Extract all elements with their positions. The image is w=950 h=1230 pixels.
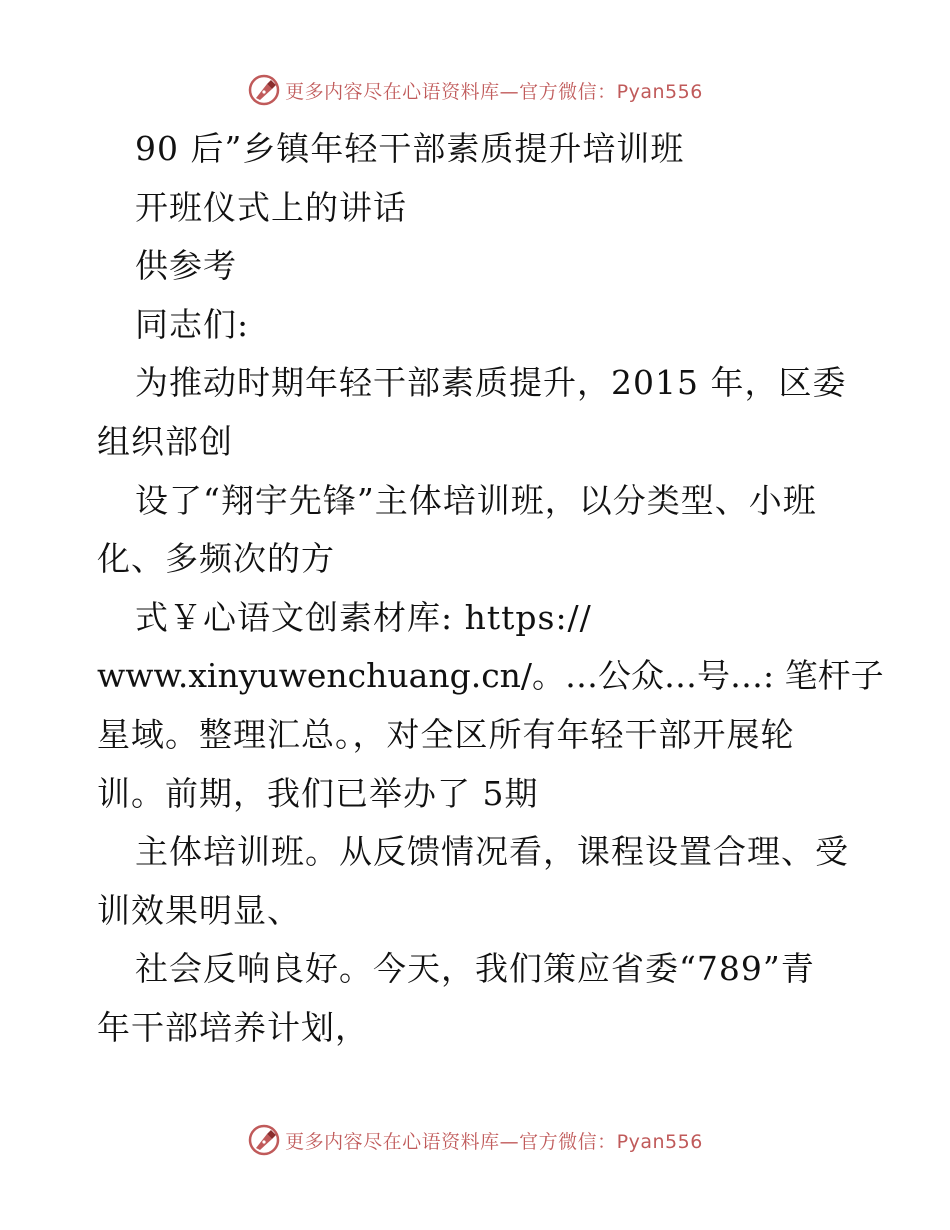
text-line: 同志们:	[135, 304, 250, 344]
document-body	[97, 120, 884, 1058]
text-line: 组织部创	[97, 421, 233, 461]
pen-nib-circle-icon	[247, 1123, 281, 1157]
footer-watermark	[0, 1120, 950, 1160]
watermark-text: 更多内容尽在心语资料库—官方微信：Pyan556	[285, 1130, 703, 1153]
text-line: 训效果明显、	[97, 890, 301, 930]
text-line: 星域。整理汇总。，对全区所有年轻干部开展轮	[97, 714, 795, 754]
text-line: 年干部培养计划，	[97, 1007, 369, 1047]
text-line: 开班仪式上的讲话	[135, 187, 407, 227]
text-line: 式￥心语文创素材库: https://	[135, 597, 592, 637]
watermark-text: 更多内容尽在心语资料库—官方微信：Pyan556	[285, 80, 703, 103]
text-line: 训。前期，我们已举办了 5期	[97, 773, 539, 813]
text-line: 设了“翔宇先锋”主体培训班，以分类型、小班	[135, 480, 817, 520]
header-watermark	[0, 70, 950, 110]
text-line: 社会反响良好。今天，我们策应省委“789”青	[135, 949, 815, 989]
text-line: 供参考	[135, 246, 237, 286]
text-line: 主体培训班。从反馈情况看，课程设置合理、受	[135, 832, 849, 872]
text-line: 90 后”乡镇年轻干部素质提升培训班	[135, 129, 685, 168]
text-line: www.xinyuwenchuang.cn/。…公众…号…: 笔杆子	[97, 656, 884, 696]
text-line: 化、多频次的方	[97, 539, 335, 579]
text-line: 为推动时期年轻干部素质提升，2015 年，区委	[135, 363, 847, 403]
pen-nib-circle-icon	[247, 73, 281, 107]
